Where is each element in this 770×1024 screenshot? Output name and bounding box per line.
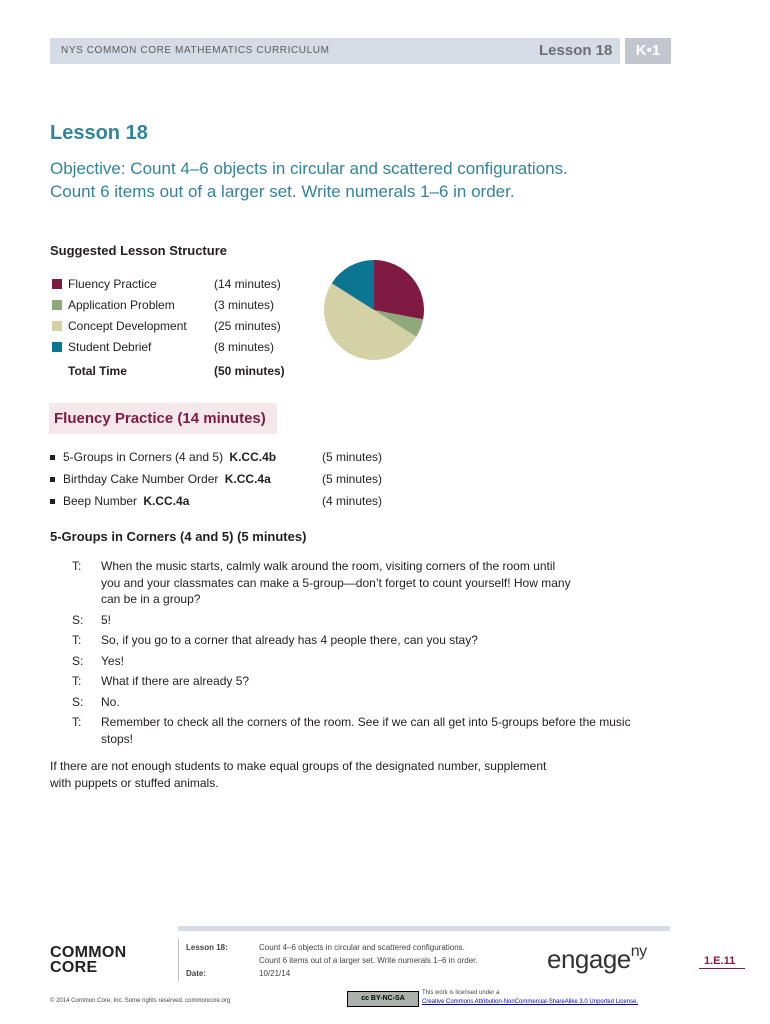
footer-lesson-value-1: Count 4–6 objects in circular and scattered configurations.: [259, 943, 465, 952]
legend-minutes: (8 minutes): [214, 340, 275, 354]
legend-minutes: (3 minutes): [214, 298, 275, 312]
dialogue-line: [72, 653, 672, 670]
standard-code: K.CC.4a: [143, 494, 190, 508]
legend-swatch: [52, 342, 62, 352]
total-time-minutes: (50 minutes): [214, 364, 285, 378]
legend-label: Fluency Practice: [68, 277, 157, 291]
dialogue-text: So, if you go to a corner that already has 4 people there, can you stay?: [101, 633, 478, 647]
footer-date-label: Date:: [186, 969, 207, 978]
footer-date-value: 10/21/14: [259, 969, 291, 978]
footer-lesson-value-2: Count 6 items out of a larger set. Write numerals 1–6 in order.: [259, 956, 478, 965]
legend-swatch: [52, 300, 62, 310]
footer-lesson-label: Lesson 18:: [186, 943, 228, 952]
activity-minutes: (5 minutes): [322, 472, 383, 486]
structure-heading: Suggested Lesson Structure: [50, 243, 227, 258]
speaker: S:: [72, 694, 84, 709]
header-module: K•1: [625, 38, 671, 64]
objective-line-2: Count 6 items out of a larger set. Write numerals 1–6 in order.: [50, 182, 515, 201]
total-time-label: Total Time: [68, 364, 127, 378]
activity-name: Beep Number: [63, 494, 138, 508]
closing-note: If there are not enough students to make equal groups of the designated number, supplement with puppets or stuffed animals.: [50, 759, 547, 790]
header-lesson: Lesson 18: [539, 42, 613, 59]
activity-name: 5-Groups in Corners (4 and 5): [63, 450, 224, 464]
legend-swatch: [52, 321, 62, 331]
legend-minutes: (25 minutes): [214, 319, 281, 333]
dialogue-line: [72, 673, 672, 690]
dialogue: [72, 558, 672, 751]
objective: [50, 157, 568, 203]
curriculum-title: NYS COMMON CORE MATHEMATICS CURRICULUM: [61, 45, 330, 56]
activity-minutes: (4 minutes): [322, 494, 383, 508]
license-link[interactable]: Creative Commons Attribution-NonCommercial-ShareAlike 3.0 Unported License.: [422, 999, 639, 1005]
bullet-icon: [50, 455, 55, 460]
engageny-logo: engage$^{ny}$: [547, 943, 647, 974]
cc-license-badge: cc BY-NC-SA: [347, 991, 419, 1007]
legend-label: Concept Development: [68, 319, 187, 333]
speaker: T:: [72, 559, 82, 573]
bullet-icon: [50, 477, 55, 482]
speaker: S:: [72, 612, 84, 627]
legend-label: Student Debrief: [68, 340, 152, 354]
dialogue-text: When the music starts, calmly walk around the room, visiting corners of the room until you and your classmates can make a 5-group—don’t forget to count yourself! How many can be in a group?: [101, 559, 571, 606]
bullet-icon: [50, 499, 55, 504]
page-number: 1.E.11: [704, 955, 736, 967]
dialogue-line: [72, 558, 672, 608]
common-core-logo: COMMON CORE: [50, 944, 127, 976]
activity-heading: 5-Groups in Corners (4 and 5) (5 minutes): [50, 529, 307, 544]
activity-minutes: (5 minutes): [322, 450, 383, 464]
standard-code: K.CC.4b: [229, 450, 277, 464]
dialogue-line: [72, 694, 672, 711]
dialogue-line: [72, 714, 672, 747]
license-text: This work is licensed under a: [422, 990, 500, 996]
activity-name: Birthday Cake Number Order: [63, 472, 219, 486]
dialogue-text: What if there are already 5?: [101, 674, 250, 688]
dialogue-text: Yes!: [101, 653, 124, 668]
legend-label: Application Problem: [68, 298, 175, 312]
speaker: S:: [72, 653, 84, 668]
page-number-rule: [699, 968, 745, 969]
lesson-structure-pie-chart: [318, 254, 430, 366]
dialogue-line: [72, 632, 672, 649]
speaker: T:: [72, 633, 82, 647]
dialogue-text: 5!: [101, 612, 112, 627]
speaker: T:: [72, 674, 82, 688]
dialogue-line: [72, 612, 672, 629]
lesson-title: Lesson 18: [50, 122, 148, 144]
legend-swatch: [52, 279, 62, 289]
standard-code: K.CC.4a: [224, 472, 271, 486]
copyright: © 2014 Common Core, Inc. Some rights reserved. commoncore.org: [50, 998, 231, 1004]
objective-line-1: Objective: Count 4–6 objects in circular and scattered configurations.: [50, 159, 568, 178]
footer-rule: [178, 926, 670, 931]
legend-minutes: (14 minutes): [214, 277, 281, 291]
footer-divider: [178, 939, 179, 981]
fluency-heading: Fluency Practice (14 minutes): [54, 410, 266, 427]
speaker: T:: [72, 715, 82, 729]
dialogue-text: No.: [101, 694, 120, 709]
dialogue-text: Remember to check all the corners of the room. See if we can all get into 5-groups before the music stops!: [101, 715, 631, 746]
pie-slice-fluency-practice: [374, 260, 424, 319]
